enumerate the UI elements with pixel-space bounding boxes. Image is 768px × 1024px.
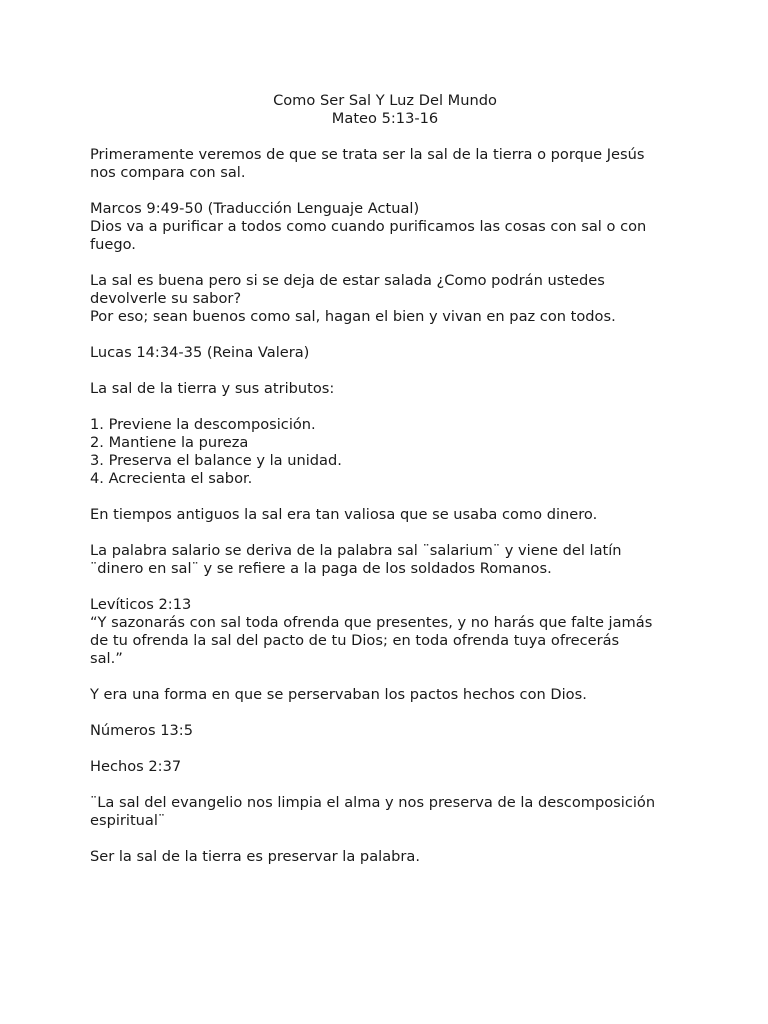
paragraph bbox=[90, 380, 698, 398]
text-line: Primeramente veremos de que se trata ser la sal de la tierra o porque Jesús bbox=[90, 146, 645, 163]
paragraph bbox=[90, 848, 698, 866]
text-line: 2. Mantiene la pureza bbox=[90, 434, 249, 451]
paragraph bbox=[90, 758, 698, 776]
paragraph bbox=[90, 200, 698, 254]
paragraph bbox=[90, 272, 698, 326]
title-line-2: Mateo 5:13-16 bbox=[331, 110, 439, 127]
text-line: 4. Acrecienta el sabor. bbox=[90, 470, 253, 487]
text-line: Marcos 9:49-50 (Traducción Lenguaje Actual) bbox=[90, 200, 420, 217]
text-line: sal.” bbox=[90, 650, 123, 667]
text-line: La sal de la tierra y sus atributos: bbox=[90, 380, 335, 397]
text-line: fuego. bbox=[90, 236, 136, 253]
text-line: Hechos 2:37 bbox=[90, 758, 182, 775]
paragraph bbox=[90, 686, 698, 704]
text-line: En tiempos antiguos la sal era tan valiosa que se usaba como dinero. bbox=[90, 506, 598, 523]
title-line-1: Como Ser Sal Y Luz Del Mundo bbox=[273, 92, 497, 109]
text-line: Ser la sal de la tierra es preservar la palabra. bbox=[90, 848, 420, 865]
paragraph bbox=[90, 506, 698, 524]
paragraph bbox=[90, 146, 698, 182]
paragraph bbox=[90, 722, 698, 740]
paragraph bbox=[90, 596, 698, 668]
text-line: Dios va a purificar a todos como cuando purificamos las cosas con sal o con bbox=[90, 218, 647, 235]
document-title bbox=[72, 92, 698, 128]
text-line: 1. Previene la descomposición. bbox=[90, 416, 316, 433]
document-body bbox=[90, 146, 698, 866]
text-line: La palabra salario se deriva de la palabra sal ¨salarium¨ y viene del latín bbox=[90, 542, 622, 559]
text-line: de tu ofrenda la sal del pacto de tu Dios; en toda ofrenda tuya ofrecerás bbox=[90, 632, 620, 649]
text-line: 3. Preserva el balance y la unidad. bbox=[90, 452, 342, 469]
text-line: nos compara con sal. bbox=[90, 164, 246, 181]
paragraph bbox=[90, 542, 698, 578]
text-line: Por eso; sean buenos como sal, hagan el bien y vivan en paz con todos. bbox=[90, 308, 616, 325]
text-line: Lucas 14:34-35 (Reina Valera) bbox=[90, 344, 310, 361]
text-line: ¨La sal del evangelio nos limpia el alma y nos preserva de la descomposición bbox=[90, 794, 656, 811]
text-line: espiritual¨ bbox=[90, 812, 166, 829]
text-line: Números 13:5 bbox=[90, 722, 193, 739]
text-line: ¨dinero en sal¨ y se refiere a la paga de los soldados Romanos. bbox=[90, 560, 552, 577]
text-line: Levíticos 2:13 bbox=[90, 596, 192, 613]
text-line: La sal es buena pero si se deja de estar salada ¿Como podrán ustedes bbox=[90, 272, 605, 289]
paragraph bbox=[90, 416, 698, 488]
text-line: Y era una forma en que se perservaban los pactos hechos con Dios. bbox=[90, 686, 587, 703]
paragraph bbox=[90, 794, 698, 830]
text-line: devolverle su sabor? bbox=[90, 290, 242, 307]
paragraph bbox=[90, 344, 698, 362]
text-line: “Y sazonarás con sal toda ofrenda que presentes, y no harás que falte jamás bbox=[90, 614, 653, 631]
